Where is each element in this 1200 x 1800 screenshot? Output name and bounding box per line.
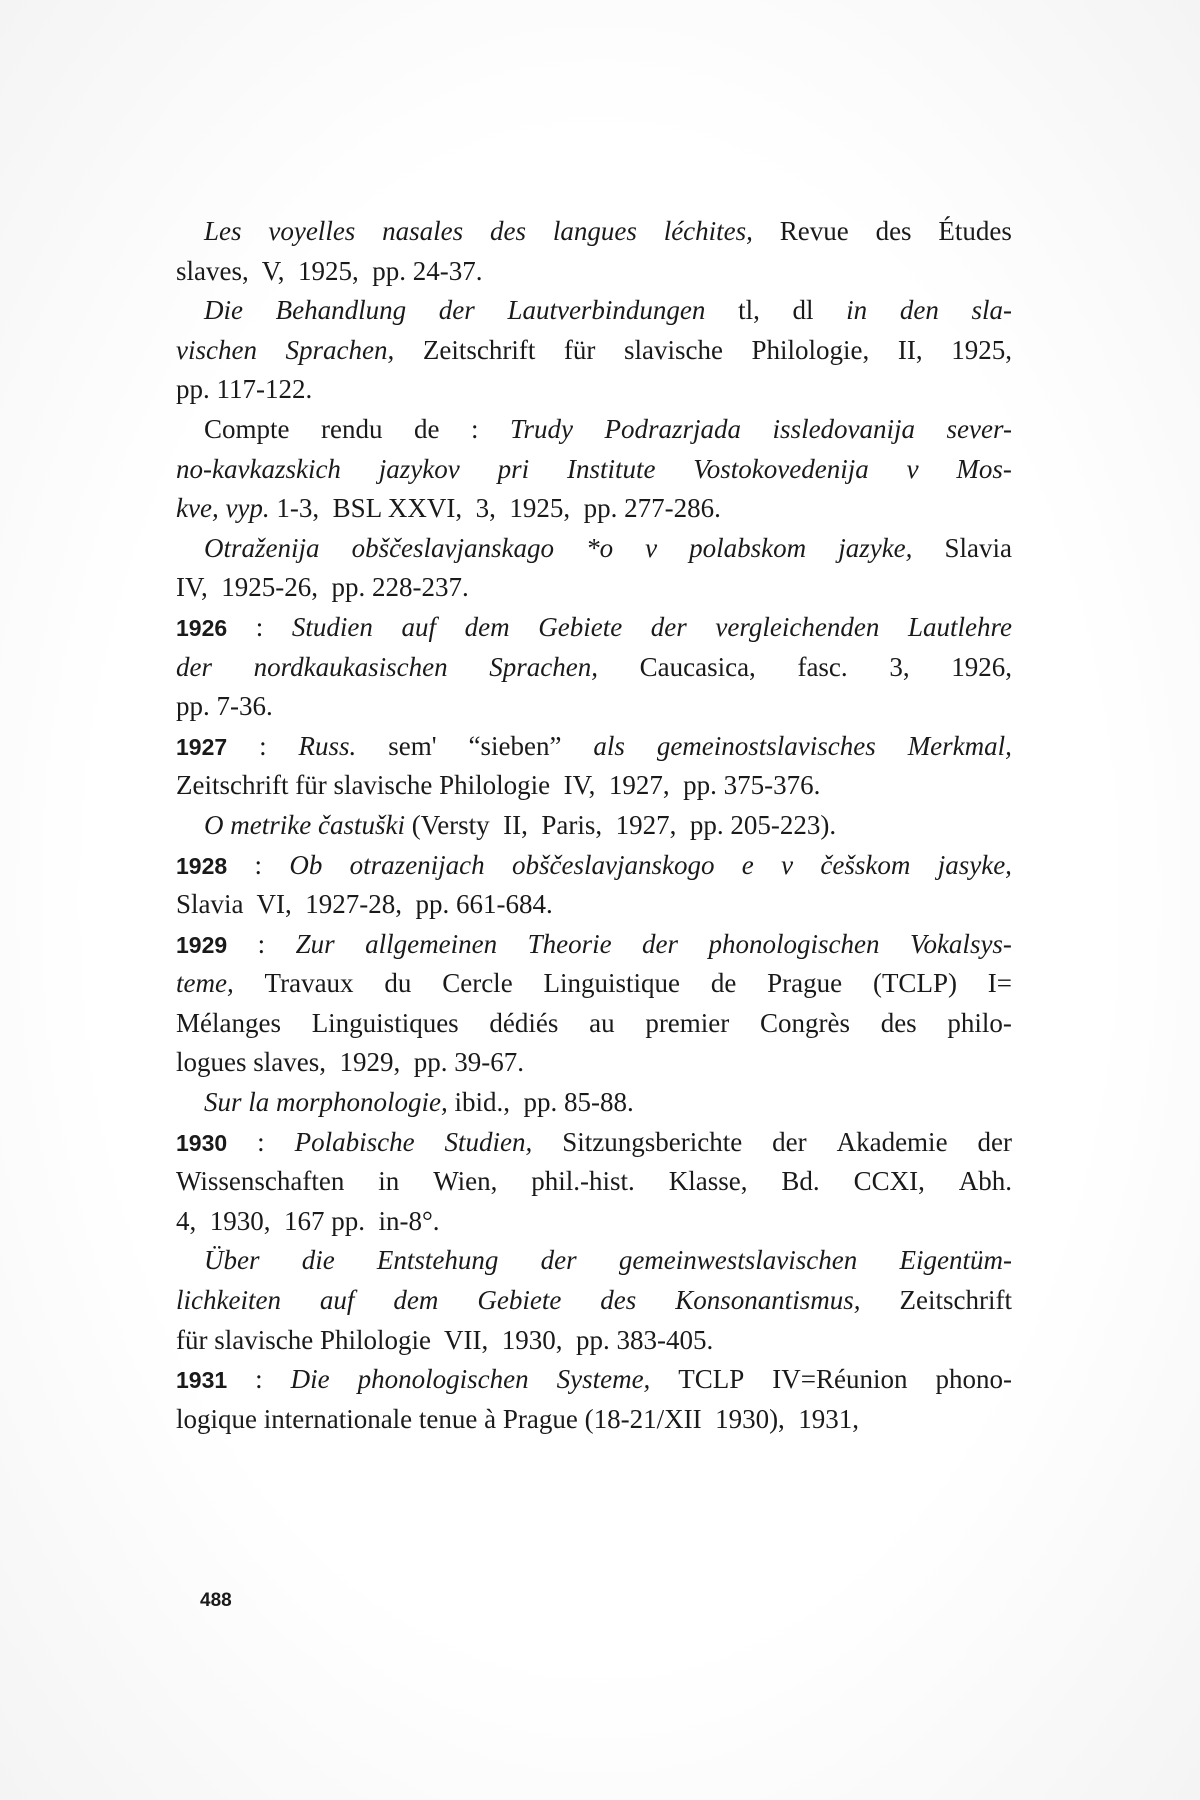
- italic-title: kve, vyp.: [176, 493, 270, 524]
- italic-title: *o: [586, 532, 614, 563]
- text-line: [176, 727, 1012, 767]
- plain-text: des: [875, 216, 912, 246]
- text-line: [176, 608, 1012, 648]
- italic-title: der: [642, 928, 679, 959]
- text-line: [176, 529, 1012, 569]
- plain-text: II,: [897, 334, 923, 365]
- text-line: [176, 370, 1012, 410]
- italic-title: die: [301, 1245, 335, 1276]
- plain-text: slavische: [623, 334, 723, 365]
- italic-title: voyelles: [268, 216, 356, 246]
- italic-title: Über: [204, 1245, 260, 1276]
- italic-title: in: [846, 295, 868, 326]
- italic-title: Die: [204, 295, 243, 326]
- italic-title: Zur: [295, 928, 335, 959]
- text-line: [176, 212, 1012, 252]
- text-line: [176, 1281, 1012, 1321]
- plain-text: 4, 1930, 167 pp. in-8°.: [176, 1205, 440, 1236]
- text-line: [176, 885, 1012, 925]
- italic-title: jazyke,: [838, 532, 913, 563]
- text-line: [176, 331, 1012, 371]
- italic-title: der: [650, 611, 687, 642]
- italic-title: O metrike častuški: [204, 809, 405, 840]
- italic-title: jasyke,: [937, 849, 1012, 880]
- year-label: 1929: [176, 931, 228, 958]
- plain-text: au: [589, 1007, 615, 1038]
- plain-text: IV=Réunion: [772, 1364, 908, 1395]
- text-line: [176, 1321, 1012, 1361]
- italic-title: Merkmal,: [907, 730, 1012, 761]
- italic-title: teme,: [176, 968, 234, 999]
- italic-title: vergleichenden: [715, 611, 880, 642]
- italic-title: Sprachen,: [489, 651, 598, 682]
- year-label: 1928: [176, 852, 228, 879]
- plain-text: Zeitschrift für slavische Philologie IV, 1927, pp. 375-376.: [176, 770, 821, 801]
- italic-title: Lautlehre: [907, 611, 1012, 642]
- italic-title: Institute: [566, 453, 656, 484]
- italic-title: dem: [393, 1285, 439, 1316]
- italic-title: des: [490, 216, 526, 246]
- plain-text: Sitzungsberichte: [562, 1126, 743, 1157]
- italic-title: nordkaukasischen: [253, 651, 448, 682]
- plain-text: I=: [987, 968, 1012, 999]
- plain-text: Congrès: [759, 1007, 850, 1038]
- plain-text: :: [259, 730, 267, 761]
- plain-text: :: [257, 928, 266, 959]
- italic-title: der: [176, 651, 212, 682]
- plain-text: 3,: [889, 651, 910, 682]
- italic-title: langues: [552, 216, 637, 246]
- plain-text: phil.-hist.: [531, 1166, 635, 1197]
- plain-text: rendu: [321, 413, 383, 444]
- italic-title: v: [645, 532, 658, 563]
- plain-text: in: [378, 1166, 400, 1197]
- plain-text: Linguistique: [543, 968, 680, 999]
- italic-title: der: [540, 1245, 577, 1276]
- italic-title: auf: [401, 611, 437, 642]
- year-label: 1926: [176, 614, 228, 641]
- plain-text: premier: [645, 1007, 730, 1038]
- italic-title: Otraženija: [204, 532, 320, 563]
- plain-text: logues slaves, 1929, pp. 39-67.: [176, 1047, 524, 1078]
- text-line: [176, 806, 1012, 846]
- italic-title: als: [593, 730, 625, 761]
- italic-title: gemeinwestslavischen: [618, 1245, 858, 1276]
- plain-text: logique internationale tenue à Prague (18-21/XII 1930), 1931,: [176, 1403, 860, 1434]
- italic-title: Behandlung: [275, 295, 407, 326]
- italic-title: Sprachen,: [285, 334, 395, 365]
- plain-text: Philologie,: [751, 334, 870, 365]
- text-line: [176, 410, 1012, 450]
- text-line: [176, 1400, 1012, 1440]
- italic-title: Gebiete: [477, 1285, 562, 1316]
- plain-text: phono-: [935, 1364, 1012, 1395]
- plain-text: 1-3, BSL XXVI, 3, 1925, pp. 277-286.: [269, 493, 721, 524]
- plain-text: dl: [792, 295, 814, 326]
- plain-text: der: [977, 1126, 1012, 1157]
- text-line: [176, 252, 1012, 292]
- plain-text: du: [384, 968, 412, 999]
- plain-text: (Versty II, Paris, 1927, pp. 205-223).: [404, 809, 837, 840]
- italic-title: Sur la morphonologie,: [204, 1087, 448, 1118]
- text-line: [176, 846, 1012, 886]
- text-line: [176, 1123, 1012, 1163]
- italic-title: léchites,: [663, 216, 753, 246]
- year-label: 1931: [176, 1367, 228, 1394]
- text-line: [176, 687, 1012, 727]
- italic-title: nasales: [382, 216, 464, 246]
- year-label: 1930: [176, 1129, 228, 1156]
- bibliography-text: [176, 212, 1012, 1439]
- plain-text: für: [563, 334, 596, 365]
- year-label: 1927: [176, 733, 228, 760]
- italic-title: der: [438, 295, 475, 326]
- italic-title: češskom: [820, 849, 911, 880]
- italic-title: Systeme,: [556, 1364, 651, 1395]
- italic-title: obščeslavjanskago: [351, 532, 555, 563]
- plain-text: (TCLP): [872, 968, 957, 999]
- text-line: [176, 1162, 1012, 1202]
- plain-text: fasc.: [797, 651, 848, 682]
- plain-text: Bd.: [781, 1166, 820, 1197]
- italic-title: den: [899, 295, 939, 326]
- italic-title: Polabische: [294, 1126, 415, 1157]
- italic-title: Ob: [289, 849, 323, 880]
- plain-text: :: [255, 1364, 263, 1395]
- plain-text: der: [772, 1126, 807, 1157]
- italic-title: allgemeinen: [365, 928, 498, 959]
- italic-title: Studien: [291, 611, 373, 642]
- italic-title: Podrazrjada: [604, 413, 742, 444]
- text-line: [176, 766, 1012, 806]
- italic-title: obščeslavjanskogo: [512, 849, 715, 880]
- plain-text: philo-: [947, 1007, 1012, 1038]
- plain-text: Abh.: [958, 1166, 1012, 1197]
- plain-text: Travaux: [264, 968, 354, 999]
- italic-title: phonologischen: [357, 1364, 529, 1395]
- plain-text: de: [710, 968, 737, 999]
- italic-title: vischen: [176, 334, 257, 365]
- text-line: [176, 1083, 1012, 1123]
- plain-text: :: [254, 849, 263, 880]
- plain-text: de: [413, 413, 440, 444]
- text-line: [176, 1043, 1012, 1083]
- italic-title: polabskom: [689, 532, 807, 563]
- page-number: 488: [200, 1590, 232, 1611]
- italic-title: otrazenijach: [349, 849, 485, 880]
- plain-text: Compte: [204, 413, 290, 444]
- italic-title: v: [781, 849, 794, 880]
- italic-title: Gebiete: [538, 611, 623, 642]
- plain-text: 1926,: [951, 651, 1012, 682]
- plain-text: Wissenschaften: [176, 1166, 345, 1197]
- italic-title: sla-: [971, 295, 1012, 326]
- plain-text: IV, 1925-26, pp. 228-237.: [176, 572, 469, 603]
- italic-title: Theorie: [527, 928, 612, 959]
- plain-text: 1925,: [951, 334, 1012, 365]
- italic-title: Lautverbindungen: [507, 295, 706, 326]
- italic-title: e: [741, 849, 754, 880]
- text-line: [176, 925, 1012, 965]
- italic-title: Russ.: [298, 730, 357, 761]
- plain-text: Caucasica,: [639, 651, 756, 682]
- plain-text: Zeitschrift: [422, 334, 536, 365]
- text-line: [176, 291, 1012, 331]
- plain-text: pp. 7-36.: [176, 691, 273, 722]
- italic-title: Mos-: [956, 453, 1012, 484]
- italic-title: Eigentüm-: [899, 1245, 1012, 1276]
- plain-text: Slavia: [944, 532, 1012, 563]
- plain-text: Wien,: [433, 1166, 498, 1197]
- italic-title: sever-: [946, 413, 1012, 444]
- text-line: [176, 1360, 1012, 1400]
- italic-title: jazykov: [378, 453, 460, 484]
- text-line: [176, 1004, 1012, 1044]
- plain-text: tl,: [738, 295, 760, 326]
- italic-title: Vokalsys-: [909, 928, 1012, 959]
- plain-text: “sieben”: [468, 730, 562, 761]
- italic-title: lichkeiten: [176, 1285, 281, 1316]
- plain-text: :: [255, 611, 264, 642]
- plain-text: Akademie: [836, 1126, 948, 1157]
- plain-text: CCXI,: [853, 1166, 925, 1197]
- plain-text: Klasse,: [668, 1166, 748, 1197]
- italic-title: gemeinostslavisches: [656, 730, 876, 761]
- italic-title: des: [600, 1285, 637, 1316]
- italic-title: dem: [464, 611, 510, 642]
- text-line: [176, 1241, 1012, 1281]
- italic-title: Trudy: [509, 413, 574, 444]
- plain-text: ibid., pp. 85-88.: [447, 1087, 634, 1118]
- plain-text: :: [470, 413, 479, 444]
- plain-text: slaves, V, 1925, pp. 24-37.: [176, 255, 483, 286]
- italic-title: issledovanija: [772, 413, 916, 444]
- plain-text: Études: [938, 216, 1012, 246]
- italic-title: phonologischen: [708, 928, 880, 959]
- plain-text: :: [257, 1126, 265, 1157]
- plain-text: Zeitschrift: [899, 1285, 1012, 1316]
- italic-title: Die: [290, 1364, 330, 1395]
- italic-title: pri: [497, 453, 530, 484]
- plain-text: Cercle: [442, 968, 513, 999]
- plain-text: TCLP: [678, 1364, 745, 1395]
- plain-text: für slavische Philologie VII, 1930, pp. 383-405.: [176, 1324, 714, 1355]
- plain-text: Linguistiques: [311, 1007, 459, 1038]
- italic-title: auf: [319, 1285, 355, 1316]
- text-line: [176, 1202, 1012, 1242]
- italic-title: no-kavkazskich: [176, 453, 341, 484]
- text-line: [176, 568, 1012, 608]
- italic-title: Studien,: [444, 1126, 533, 1157]
- italic-title: Vostokovedenija: [693, 453, 869, 484]
- text-line: [176, 648, 1012, 688]
- italic-title: v: [906, 453, 919, 484]
- plain-text: Prague: [767, 968, 843, 999]
- plain-text: dédiés: [489, 1007, 559, 1038]
- plain-text: des: [880, 1007, 917, 1038]
- plain-text: pp. 117-122.: [176, 374, 313, 405]
- plain-text: Slavia VI, 1927-28, pp. 661-684.: [176, 889, 553, 920]
- text-line: [176, 964, 1012, 1004]
- plain-text: sem': [388, 730, 437, 761]
- italic-title: Les: [204, 216, 242, 246]
- text-line: [176, 450, 1012, 490]
- italic-title: Entstehung: [376, 1245, 499, 1276]
- text-line: [176, 489, 1012, 529]
- plain-text: Revue: [779, 216, 849, 246]
- italic-title: Konsonantismus,: [675, 1285, 861, 1316]
- plain-text: Mélanges: [176, 1007, 281, 1038]
